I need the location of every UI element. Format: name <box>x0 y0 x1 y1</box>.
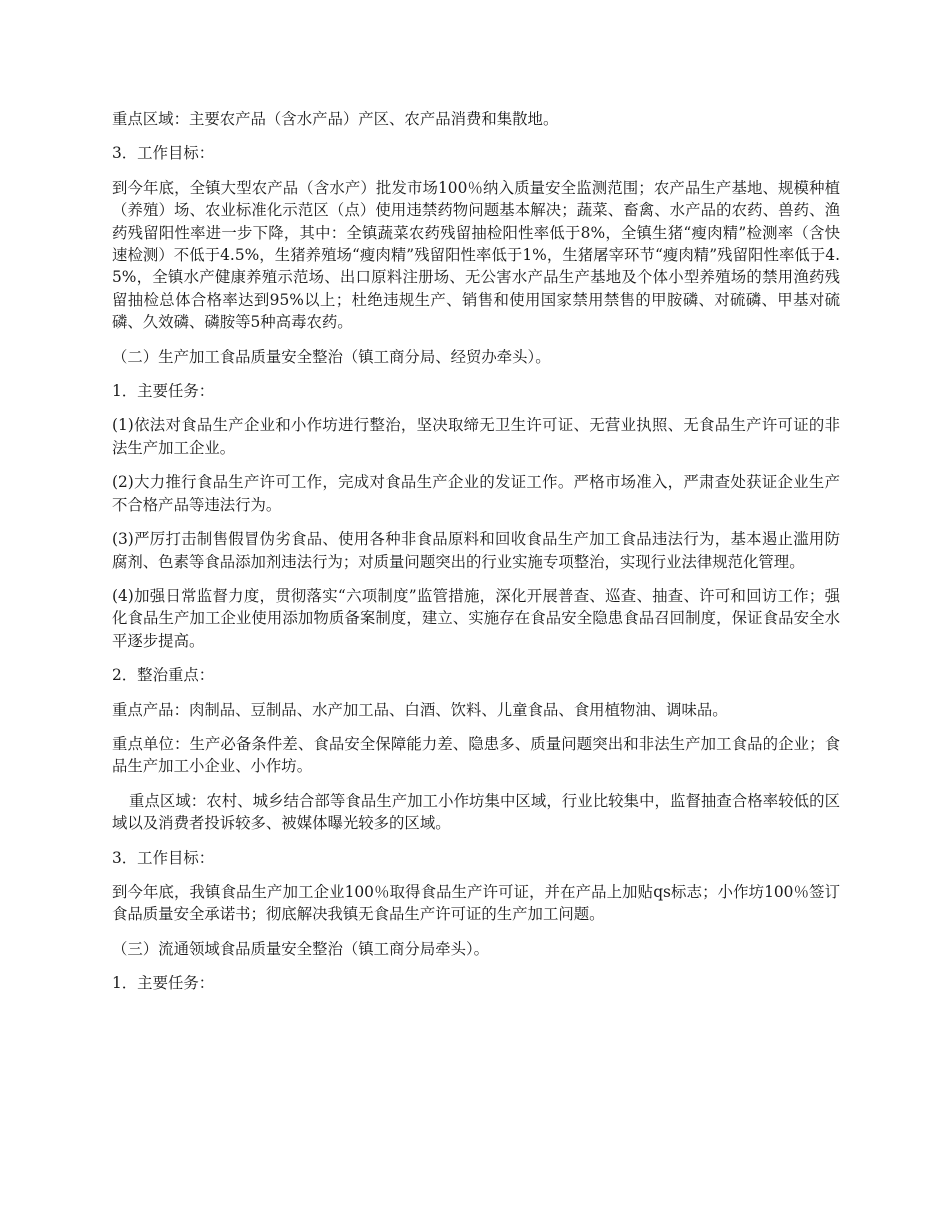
paragraph-agri-goal: 到今年底，全镇大型农产品（含水产）批发市场100％纳入质量安全监测范围；农产品生产基地、规模种植（养殖）场、农业标准化示范区（点）使用违禁药物问题基本解决；蔬菜、畜禽、水产品的农药、兽药、渔药残留阳性率进一步下降，其中：全镇蔬菜农药残留抽检阳性率低于8%，全镇生猪“瘦肉精”检测率（含快速检测）不低于4.5%，生猪养殖场“瘦肉精”残留阳性率低于1%，生猪屠宰环节“瘦肉精”残留阳性率低于4.5%，全镇水产健康养殖示范场、出口原料注册场、无公害水产品生产基地及个体小型养殖场的禁用渔药残留抽检总体合格率达到95%以上；杜绝违规生产、销售和使用国家禁用禁售的甲胺磷、对硫磷、甲基对硫磷、久效磷、磷胺等5种高毒农药。 <box>112 178 840 332</box>
heading-key-focus: 2．整治重点： <box>112 666 215 685</box>
paragraph-key-area-agri: 重点区域：主要农产品（含水产品）产区、农产品消费和集散地。 <box>112 110 559 128</box>
paragraph-task-2: (2)大力推行食品生产许可工作，完成对食品生产企业的发证工作。严格市场准入，严肃查处获证企业生产不合格产品等违法行为。 <box>112 473 840 514</box>
heading-main-tasks: 1．主要任务： <box>112 382 215 401</box>
paragraph-key-area-processing: 重点区域：农村、城乡结合部等食品生产加工小作坊集中区域，行业比较集中，监督抽查合格率较低的区域以及消费者投诉较多、被媒体曝光较多的区域。 <box>112 791 840 833</box>
heading-main-tasks-2: 1．主要任务： <box>112 974 215 993</box>
paragraph-processing-goal: 到今年底，我镇食品生产加工企业100％取得食品生产许可证，并在产品上加贴qs标志；小作坊100％签订食品质量安全承诺书；彻底解决我镇无食品生产许可证的生产加工问题。 <box>112 882 840 924</box>
heading-work-goal-2: 3．工作目标： <box>112 848 215 867</box>
paragraph-task-1: (1)依法对食品生产企业和小作坊进行整治，坚决取缔无卫生许可证、无营业执照、无食品生产许可证的非法生产加工企业。 <box>112 416 840 457</box>
section-heading-processed-food: （二）生产加工食品质量安全整治（镇工商分局、经贸办牵头）。 <box>112 347 551 366</box>
section-heading-circulation: （三）流通领域食品质量安全整治（镇工商分局牵头）。 <box>112 939 490 958</box>
paragraph-key-units: 重点单位：生产必备条件差、食品安全保障能力差、隐患多、质量问题突出和非法生产加工食品的企业；食品生产加工小企业、小作坊。 <box>112 734 840 776</box>
paragraph-task-3: (3)严厉打击制售假冒伪劣食品、使用各种非食品原料和回收食品生产加工食品违法行为，基本遏止滥用防腐剂、色素等食品添加剂违法行为；对质量问题突出的行业实施专项整治，实现行业法律规范化管理。 <box>112 530 840 571</box>
paragraph-task-4: (4)加强日常监督力度，贯彻落实“六项制度”监管措施，深化开展普查、巡查、抽查、许可和回访工作；强化食品生产加工企业使用添加物质备案制度，建立、实施存在食品安全隐患食品召回制度，保证食品安全水平逐步提高。 <box>112 586 840 650</box>
document-page <box>112 108 840 1007</box>
heading-work-goal: 3．工作目标： <box>112 144 215 163</box>
paragraph-key-products: 重点产品：肉制品、豆制品、水产加工品、白酒、饮料、儿童食品、食用植物油、调味品。 <box>112 700 728 719</box>
